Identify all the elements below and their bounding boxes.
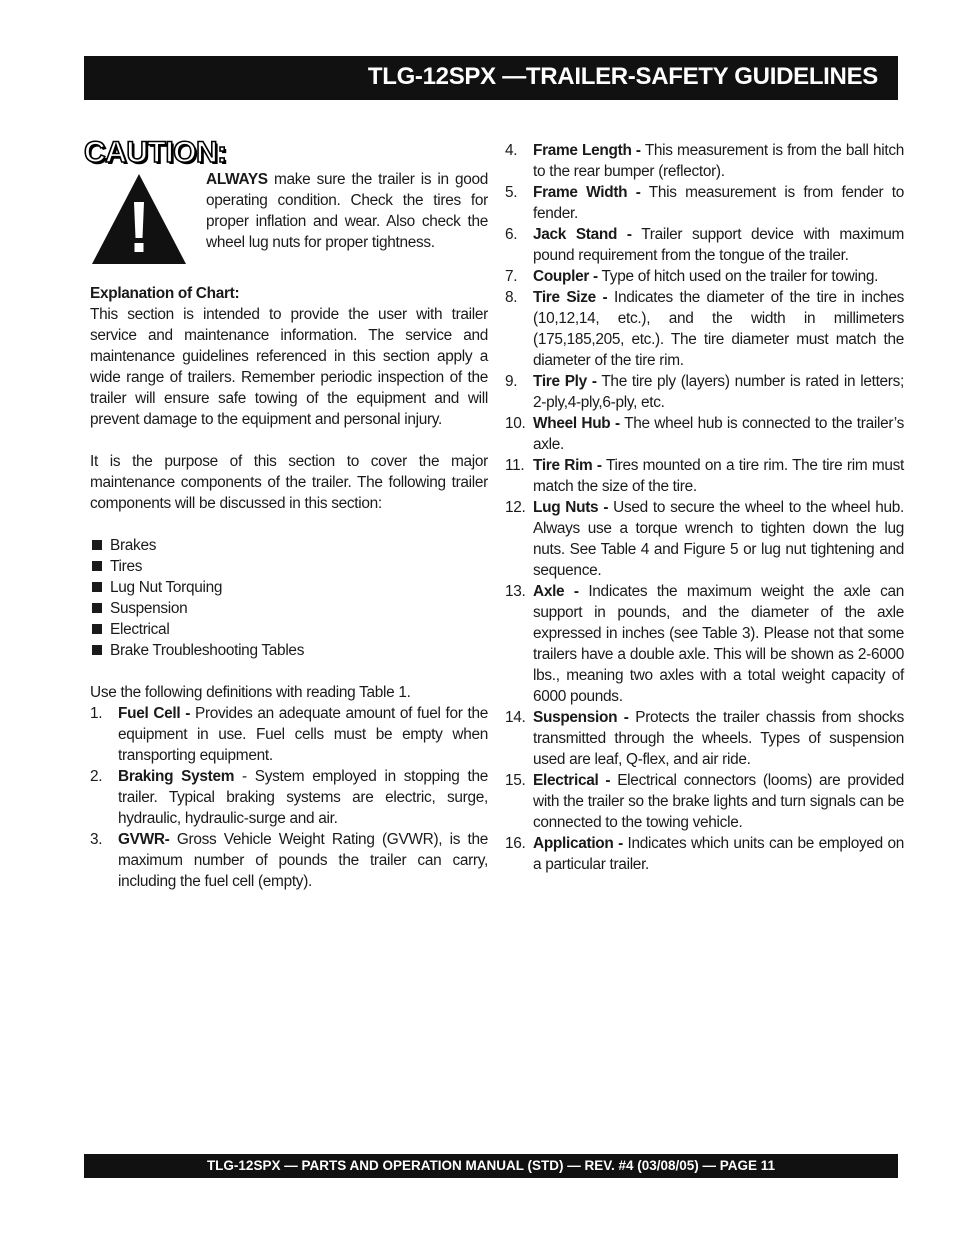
definition-text: Trailer support device with maximum pound requirement from the tongue of the trailer. — [533, 226, 904, 264]
footer-bar — [84, 1154, 898, 1178]
definition-number: 4. — [505, 142, 518, 159]
definition-term: Jack Stand - — [533, 226, 632, 243]
definition-term: GVWR- — [118, 831, 170, 848]
definition-term: Frame Width - — [533, 184, 641, 201]
list-item: Tires — [90, 556, 488, 577]
definition-number: 9. — [505, 373, 518, 390]
definitions-intro: Use the following definitions with reading Table 1. — [90, 684, 411, 701]
component-list — [90, 535, 488, 661]
definition-text: Gross Vehicle Weight Rating (GVWR), is the maximum number of pounds the trailer can carry, including the fuel cell (empty). — [118, 831, 488, 890]
definition-number: 11. — [505, 457, 525, 474]
caution-lead: ALWAYS — [206, 171, 268, 188]
footer-text: TLG-12SPX — PARTS AND OPERATION MANUAL (STD) — REV. #4 (03/08/05) — PAGE 11 — [206, 1158, 776, 1173]
definition-item — [505, 497, 904, 581]
definition-number: 14. — [505, 709, 526, 726]
list-item: Suspension — [90, 598, 488, 619]
definition-term: Tire Ply - — [533, 373, 597, 390]
left-column — [90, 283, 488, 892]
definition-item — [505, 266, 904, 287]
explanation-paragraph-2: It is the purpose of this section to cover the major maintenance components of the trailer. The following trailer components will be discussed in this section: — [90, 453, 488, 512]
definition-item — [90, 829, 488, 892]
definition-item — [505, 581, 904, 707]
list-item: Brake Troubleshooting Tables — [90, 640, 488, 661]
definition-text: Indicates which units can be employed on a particular trailer. — [533, 835, 904, 873]
definition-item — [505, 770, 904, 833]
definition-item — [505, 455, 904, 497]
definition-number: 3. — [90, 831, 103, 848]
definition-text: Protects the trailer chassis from shocks transmitted through the wheels. Types of suspension used are leaf, Q-flex, and air ride. — [533, 709, 904, 768]
definition-item — [505, 413, 904, 455]
warning-icon — [90, 172, 188, 266]
definition-text: This measurement is from fender to fender. — [533, 184, 904, 222]
caution-body: make sure the trailer is in good operating condition. Check the tires for proper inflation and wear. Also check the wheel lug nuts for proper tightness. — [206, 171, 488, 251]
definition-text: The wheel hub is connected to the trailer’s axle. — [533, 415, 904, 453]
definition-item — [505, 224, 904, 266]
definition-item — [505, 140, 904, 182]
definition-term: Axle - — [533, 583, 579, 600]
definition-term: Application - — [533, 835, 623, 852]
definition-item — [505, 371, 904, 413]
definition-number: 7. — [505, 268, 518, 285]
definition-item — [505, 833, 904, 875]
definition-term: Fuel Cell - — [118, 705, 191, 722]
definition-term: Lug Nuts - — [533, 499, 609, 516]
definition-text: Electrical connectors (looms) are provided with the trailer so the brake lights and turn signals can be connected to the towing vehicle. — [533, 772, 904, 831]
definition-term: Tire Size - — [533, 289, 608, 306]
definition-number: 6. — [505, 226, 518, 243]
explanation-heading: Explanation of Chart: — [90, 285, 240, 302]
caution-text — [206, 169, 488, 253]
definition-number: 12. — [505, 499, 526, 516]
definition-number: 1. — [90, 705, 103, 722]
definition-number: 10. — [505, 415, 526, 432]
right-column — [505, 140, 904, 875]
definition-text: Type of hitch used on the trailer for towing. — [597, 268, 879, 285]
definition-term: Braking System — [118, 768, 235, 785]
explanation-paragraph-1: This section is intended to provide the user with trailer service and maintenance information. The service and maintenance guidelines referenced in this section apply a wide range of trailers. Remember periodic inspection of the trailer will ensure safe towing of the equipment and will prevent damage to the equipment and personal injury. — [90, 306, 488, 428]
caution-heading: CAUTION: — [84, 136, 227, 169]
definition-text: Provides an adequate amount of fuel for the equipment in use. Fuel cells must be empty when transporting equipment. — [118, 705, 488, 764]
definition-term: Wheel Hub - — [533, 415, 620, 432]
header-bar — [84, 56, 898, 100]
list-item: Lug Nut Torquing — [90, 577, 488, 598]
definition-number: 16. — [505, 835, 526, 852]
definition-text: Tires mounted on a tire rim. The tire rim must match the size of the tire. — [533, 457, 904, 495]
definition-number: 5. — [505, 184, 518, 201]
definition-item — [90, 766, 488, 829]
definition-number: 13. — [505, 583, 526, 600]
definition-item — [505, 707, 904, 770]
definition-term: Frame Length - — [533, 142, 641, 159]
definition-term: Electrical - — [533, 772, 611, 789]
definition-text: Used to secure the wheel to the wheel hub. Always use a torque wrench to tighten down the lug nuts. See Table 4 and Figure 5 or lug nut tightening and sequence. — [533, 499, 904, 579]
definition-item — [505, 287, 904, 371]
definition-term: Tire Rim - — [533, 457, 602, 474]
definition-term: Coupler - — [533, 268, 598, 285]
definition-term: Suspension - — [533, 709, 629, 726]
definition-number: 15. — [505, 772, 526, 789]
definition-text: Indicates the maximum weight the axle can support in pounds, and the diameter of the axle expressed in inches (see Table 3). Please not that some trailers have a double axle. This will be shown as 2-6000 lbs., meaning two axles with a total weight capacity of 6000 pounds. — [533, 583, 904, 705]
list-item: Electrical — [90, 619, 488, 640]
definition-text: - System employed in stopping the trailer. Typical braking systems are electric, surge, hydraulic, hydraulic-surge and air. — [118, 768, 488, 827]
definition-text: Indicates the diameter of the tire in inches (10,12,14, etc.), and the width in millimeters (175,185,205, etc.). The tire diameter must match the diameter of the tire rim. — [533, 289, 904, 369]
definition-item — [90, 703, 488, 766]
page-title: TLG-12SPX —TRAILER-SAFETY GUIDELINES — [367, 63, 878, 90]
definition-number: 2. — [90, 768, 103, 785]
definition-text: This measurement is from the ball hitch to the rear bumper (reflector). — [533, 142, 904, 180]
definition-item — [505, 182, 904, 224]
list-item: Brakes — [90, 535, 488, 556]
definition-text: The tire ply (layers) number is rated in letters; 2-ply,4-ply,6-ply, etc. — [533, 373, 904, 411]
definition-number: 8. — [505, 289, 518, 306]
